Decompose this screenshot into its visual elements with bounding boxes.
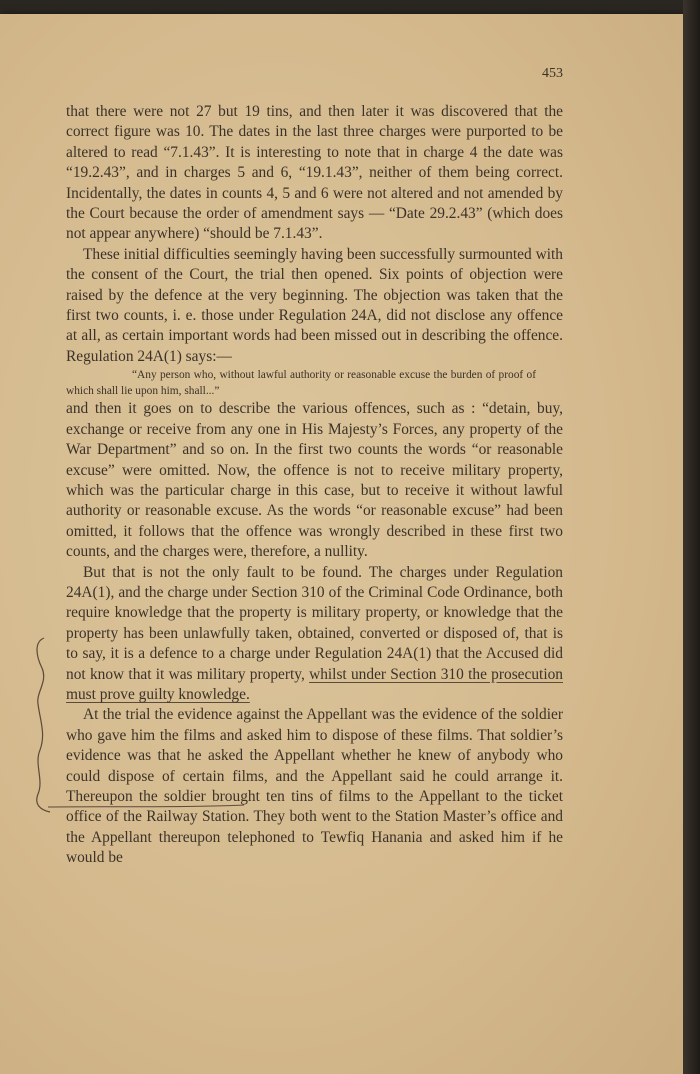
margin-bracket-annotation — [22, 634, 52, 814]
paragraph-4 — [66, 563, 563, 706]
paragraph-2: These initial difficulties seemingly having been successfully surmounted with the consent of the Court, the trial then opened. Six points of objection were raised by the defence at the very beginning. The objection was taken that the first two counts, i. e. those under Regulation 24A, did not disclose any offence at all, as certain important words had been missed out in describing the offence. Regulation 24A(1) says:— — [66, 245, 563, 365]
paragraph-3: and then it goes on to describe the various offences, such as : “detain, buy, exchange or receive from any one in His Majesty’s Forces, any property of the War Department” and so on. In the first two counts the words “or reasonable excuse” were omitted. Now, the offence is not to receive military property, which was the particular charge in this case, but to receive it without lawful authority or reasonable excuse. As the words “or reasonable excuse” had been omitted, it follows that the offence was wrongly described in these first two counts, and the charges were, therefore, a nullity. — [66, 400, 563, 561]
page-number: 453 — [542, 66, 563, 81]
paragraph-5: At the trial the evidence against the Appellant was the evidence of the soldier who gave him the films and asked him to dispose of these films. That soldier’s evidence was that he asked the Appellant whether he knew of anybody who could dispose of certain films, and the Appellant said he could arrange it. Thereupon the soldier brought ten tins of films to the Appellant to the ticket office of the Railway Station. They both went to the Station Master’s office and the Appellant thereupon telephoned to Tewfiq Hanania and asked him if he would be — [66, 706, 563, 867]
paragraph-1: that there were not 27 but 19 tins, and then later it was discovered that the correct figure was 10. The dates in the last three charges were purported to be altered to read “7.1.43”. It is interesting to note that in charge 4 the date was “19.2.43”, and in charges 5 and 6, “19.1.43”, neither of them being correct. Incidentally, the dates in counts 4, 5 and 6 were not altered and not amended by the Court because the order of amendment says — “Date 29.2.43” (which does not appear anywhere) “should be 7.1.43”. — [66, 103, 563, 243]
paragraph-4-text: But that is not the only fault to be found. The charges under Regulation 24A(1), and the charge under Section 310 of the Criminal Code Ordinance, both require knowledge that the property is military property, or knowledge that the property has been unlawfully taken, obtained, converted or disposed of, that is to say, it is a defence to a charge under Regulation 24A(1) that the Accused did not know that it was military property, — [66, 563, 563, 683]
book-spine-edge — [683, 0, 700, 1074]
book-page — [0, 14, 683, 1074]
block-quote: “Any person who, without lawful authority or reasonable excuse the burden of proof of which shall lie upon him, shall...” — [66, 369, 536, 398]
body-text — [66, 102, 563, 869]
underlined-annotation: whilst under Section 310 the prosecution must prove guilty knowledge. — [66, 665, 563, 703]
